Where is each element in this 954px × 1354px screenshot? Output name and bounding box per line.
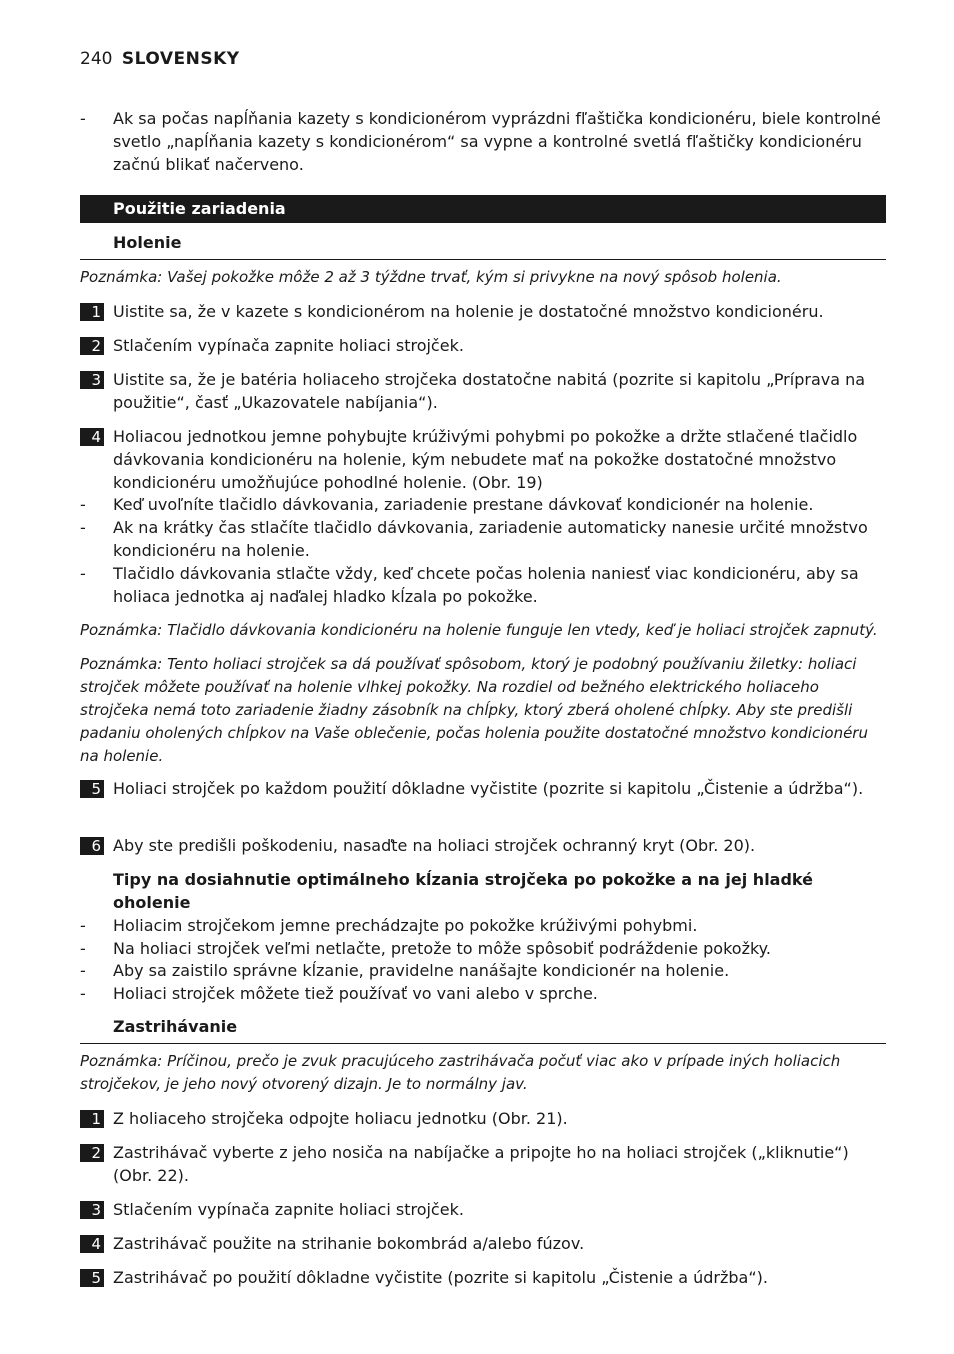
step-text: Zastrihávač vyberte z jeho nosiča na nabíjačke a pripojte ho na holiaci strojček („kliknutie“) (Obr. 22). [113, 1143, 849, 1185]
step-text: Uistite sa, že je batéria holiaceho strojčeka dostatočne nabitá (pozrite si kapitolu „Príprava na použitie“, časť „Ukazovatele nabíjania“). [113, 370, 866, 412]
shaving-note-1: Poznámka: Vašej pokožke môže 2 až 3 týždne trvať, kým si privykne na nový spôsob holenia. [80, 268, 782, 286]
trimming-note: Poznámka: Príčinou, prečo je zvuk pracujúceho zastrihávača počuť viac ako v prípade iných holiacich strojčekov, je jeho nový otvorený dizajn. Je to normálny jav. [80, 1052, 841, 1093]
tip-item-3 [80, 959, 886, 982]
shaving-step-3 [80, 368, 886, 414]
step-text: Zastrihávač po použití dôkladne vyčistite (pozrite si kapitolu „Čistenie a údržba“). [113, 1268, 768, 1287]
tip-text: Aby sa zaistilo správne kĺzanie, pravidelne nanášajte kondicionér na holenie. [113, 961, 730, 980]
tip-text: Holiacim strojčekom jemne prechádzajte po pokožke krúživými pohybmi. [113, 916, 698, 935]
shaving-step-4 [80, 425, 886, 494]
bullet-text: Keď uvoľníte tlačidlo dávkovania, zariadenie prestane dávkovať kondicionér na holenie. [113, 495, 814, 514]
step-text: Z holiaceho strojčeka odpojte holiacu jednotku (Obr. 21). [113, 1109, 568, 1128]
dash-marker: - [80, 518, 86, 537]
shaving-note-2: Poznámka: Tlačidlo dávkovania kondicionéru na holenie funguje len vtedy, keď je holiaci strojček zapnutý. [80, 621, 878, 639]
trimming-step-3 [80, 1198, 886, 1221]
step-text: Uistite sa, že v kazete s kondicionérom na holenie je dostatočné množstvo kondicionéru. [113, 302, 824, 321]
intro-bullet [80, 107, 886, 176]
tip-text: Holiaci strojček môžete tiež používať vo vani alebo v sprche. [113, 984, 598, 1003]
section-title-bar [80, 195, 886, 223]
dash-marker: - [80, 916, 86, 935]
dash-marker: - [80, 984, 86, 1003]
tips-heading: Tipy na dosiahnutie optimálneho kĺzania strojčeka po pokožke a na jej hladké oholenie [113, 870, 813, 912]
shaving-step-2 [80, 334, 886, 357]
shaving-bullet-2 [80, 516, 886, 562]
step-number-badge: 2 [80, 1144, 104, 1162]
shaving-bullet-1 [80, 493, 886, 516]
shaving-note-3: Poznámka: Tento holiaci strojček sa dá používať spôsobom, ktorý je podobný používaniu žiletky: holiaci strojček môžete používať na holenie vlhkej pokožky. Na rozdiel od bežného elektrického holiaceho strojčeka nemá toto zariadenie žiadny zásobník na chĺpky, ktorý zberá oholené chĺpky. Aby ste predišli padaniu oholených chĺpkov na Vaše oblečenie, počas holenia použite dostatočné množstvo kondicionéru na holenie. [80, 655, 868, 765]
step-number-badge: 4 [80, 428, 104, 446]
dash-marker: - [80, 961, 86, 980]
dash-marker: - [80, 109, 86, 128]
step-number-badge: 6 [80, 837, 104, 855]
shaving-step-5 [80, 777, 886, 800]
section-title: Použitie zariadenia [113, 199, 286, 218]
step-text: Stlačením vypínača zapnite holiaci strojček. [113, 336, 464, 355]
tip-item-2 [80, 937, 886, 960]
trimming-step-5 [80, 1266, 886, 1289]
bullet-text: Tlačidlo dávkovania stlačte vždy, keď chcete počas holenia naniesť viac kondicionéru, aby sa holiaca jednotka aj naďalej hladko kĺzala po pokožke. [113, 564, 859, 606]
step-text: Aby ste predišli poškodeniu, nasaďte na holiaci strojček ochranný kryt (Obr. 20). [113, 836, 756, 855]
language-label: SLOVENSKY [121, 49, 240, 69]
step-text: Holiaci strojček po každom použití dôkladne vyčistite (pozrite si kapitolu „Čistenie a údržba“). [113, 779, 864, 798]
trimming-step-2 [80, 1141, 886, 1187]
intro-bullet-text: Ak sa počas napĺňania kazety s kondicionérom vyprázdni fľaštička kondicionéru, biele kontrolné svetlo „napĺňania kazety s kondicionérom“ sa vypne a kontrolné svetlá fľaštičky kondicionéru začnú blikať načerveno. [113, 109, 881, 174]
shaving-bullet-3 [80, 562, 886, 608]
shaving-heading-text: Holenie [113, 233, 182, 252]
trimming-step-4 [80, 1232, 886, 1255]
step-number-badge: 4 [80, 1235, 104, 1253]
step-text: Stlačením vypínača zapnite holiaci strojček. [113, 1200, 464, 1219]
page-number: 240 [80, 49, 113, 69]
shaving-step-1 [80, 300, 886, 323]
step-text: Zastrihávač použite na strihanie bokombrád a/alebo fúzov. [113, 1234, 585, 1253]
page-header [80, 49, 240, 69]
shaving-heading [80, 233, 886, 260]
tip-item-4 [80, 982, 886, 1005]
tip-item-1 [80, 914, 886, 937]
step-text: Holiacou jednotkou jemne pohybujte krúživými pohybmi po pokožke a držte stlačené tlačidlo dávkovania kondicionéru na holenie, kým nebudete mať na pokožke dostatočné množstvo kondicionéru umožňujúce pohodlné holenie. (Obr. 19) [113, 427, 858, 492]
trimming-step-1 [80, 1107, 886, 1130]
shaving-step-6 [80, 834, 886, 857]
bullet-text: Ak na krátky čas stlačíte tlačidlo dávkovania, zariadenie automaticky nanesie určité množstvo kondicionéru na holenie. [113, 518, 868, 560]
step-number-badge: 1 [80, 303, 104, 321]
trimming-heading-text: Zastrihávanie [113, 1017, 238, 1036]
step-number-badge: 5 [80, 1269, 104, 1287]
dash-marker: - [80, 495, 86, 514]
step-number-badge: 3 [80, 1201, 104, 1219]
step-number-badge: 1 [80, 1110, 104, 1128]
dash-marker: - [80, 564, 86, 583]
trimming-heading [80, 1017, 886, 1044]
tip-text: Na holiaci strojček veľmi netlačte, pretože to môže spôsobiť podráždenie pokožky. [113, 939, 771, 958]
step-number-badge: 2 [80, 337, 104, 355]
dash-marker: - [80, 939, 86, 958]
step-number-badge: 3 [80, 371, 104, 389]
step-number-badge: 5 [80, 780, 104, 798]
